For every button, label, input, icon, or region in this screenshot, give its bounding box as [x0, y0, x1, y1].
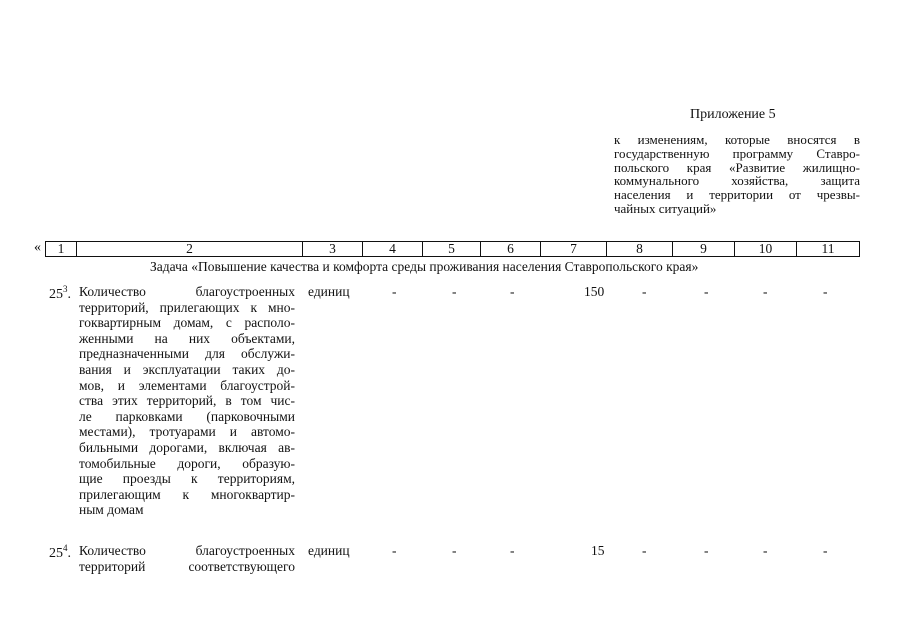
appendix-note-line: чайных ситуаций» [614, 200, 717, 216]
row-value-col8: - [642, 543, 647, 558]
table-header-row [45, 241, 860, 257]
task-heading: Задача «Повышение качества и комфорта среды проживания населения Ставропольского края» [150, 259, 699, 274]
row-name-line: местами), тротуарами и автомо- [79, 424, 295, 440]
column-header-6: 6 [480, 242, 540, 256]
row-number-sup: 4 [63, 543, 68, 553]
appendix-note-line: государственную программу Ставро- [614, 145, 860, 161]
row-value-col6: - [510, 284, 515, 299]
row-value-col10: - [763, 543, 768, 558]
row-indicator-name [79, 543, 295, 574]
row-name-line: Количество благоустроенных [79, 543, 295, 558]
row-indicator-name [79, 284, 295, 518]
row-name-line: ле парковками (парковочными [79, 408, 295, 424]
row-name-line: гоквартирным домам, с располо- [79, 315, 295, 331]
row-name-line: мов, и элементами благоустрой- [79, 377, 295, 393]
row-value-col6: - [510, 543, 515, 558]
row-name-line: прилегающим к многоквартир- [79, 486, 295, 502]
column-header-7: 7 [540, 242, 606, 256]
row-value-col4: - [392, 543, 397, 558]
row-value-col5: - [452, 543, 457, 558]
row-value-col11: - [823, 284, 828, 299]
row-value-col9: - [704, 284, 709, 299]
row-value-col11: - [823, 543, 828, 558]
row-name-line: бильными дорогами, включая ав- [79, 439, 295, 455]
row-number-main: 25 [49, 546, 63, 561]
row-name-line: предназначенными для обслужи- [79, 346, 295, 362]
appendix-title: Приложение 5 [690, 107, 776, 122]
column-header-8: 8 [606, 242, 672, 256]
row-number: $25^3$. [49, 284, 71, 302]
row-number: $25^4$. [49, 543, 71, 561]
row-number-sup: 3 [63, 284, 68, 294]
row-name-line: Количество благоустроенных [79, 284, 295, 299]
appendix-note-line: коммунального хозяйства, защита [614, 173, 860, 189]
appendix-note-line: польского края «Развитие жилищно- [614, 159, 860, 175]
row-value-col7: 150 [584, 284, 605, 299]
row-name-line: ства этих территорий, в том чис- [79, 393, 295, 409]
row-name-line: ным домам [79, 502, 144, 518]
column-header-9: 9 [672, 242, 734, 256]
row-name-line: территорий, прилегающих к мно- [79, 299, 295, 315]
row-name-line: территорий соответствующего [79, 558, 295, 574]
row-value-col9: - [704, 543, 709, 558]
column-header-3: 3 [302, 242, 362, 256]
open-quote: « [34, 240, 41, 255]
appendix-note-line: к изменениям, которые вносятся в [614, 132, 860, 147]
appendix-note-line: населения и территории от чрезвы- [614, 187, 860, 203]
column-header-1: 1 [57, 241, 65, 256]
column-header-2: 2 [76, 242, 302, 256]
row-value-col4: - [392, 284, 397, 299]
row-value-col8: - [642, 284, 647, 299]
row-value-col5: - [452, 284, 457, 299]
row-value-col10: - [763, 284, 768, 299]
row-name-line: щие проезды к территориям, [79, 471, 295, 487]
column-header-10: 10 [734, 242, 796, 256]
column-header-4: 4 [362, 242, 422, 256]
row-name-line: женными на них объектами, [79, 330, 295, 346]
column-header-11: 11 [796, 242, 859, 256]
row-name-line: вания и эксплуатации таких до- [79, 361, 295, 377]
column-header-5: 5 [422, 242, 480, 256]
row-value-col7: 15 [591, 543, 605, 558]
row-name-line: томобильные дороги, образую- [79, 455, 295, 471]
row-number-main: 25 [49, 287, 63, 302]
row-unit: единиц [308, 543, 350, 558]
appendix-note [614, 133, 860, 216]
row-unit: единиц [308, 284, 350, 299]
